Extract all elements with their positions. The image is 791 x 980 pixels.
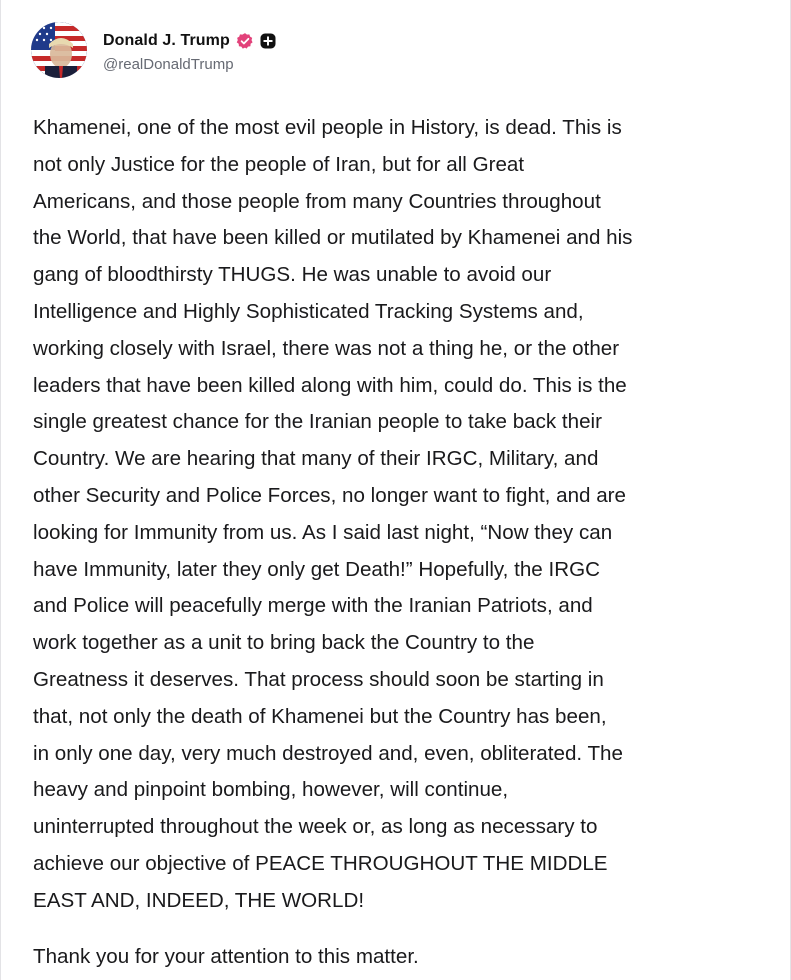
post-body-text: Khamenei, one of the most evil people in History, is dead. This is not only Justice for the people of Iran, but for all Great Americans, and those people from many Countries throughout the World, that have been killed or mutilated by Khamenei and his gang of bloodthirsty THUGS. He was unable to avoid our Intelligence and Highly Sophisticated Tracking Systems and, working closely with Israel, there was not a thing he, or the other leaders that have been killed along with him, could do. This is the single greatest chance for the Iranian people to take back their Country. We are hearing that many of their IRGC, Military, and other Security and Police Forces, no longer want to fight, and are looking for Immunity from us. As I said last night, “Now they can have Immunity, later they only get Death!” Hopefully, the IRGC and Police will peacefully merge with the Iranian Patriots, and work together as a unit to bring back the Country to the Greatness it deserves. That process should soon be starting in that, not only the death of Khamenei but the Country has been, in only one day, very much destroyed and, even, obliterated. The heavy and pinpoint bombing, however, will continue, uninterrupted throughout the week or, as long as necessary to achieve our objective of PEACE THROUGHOUT THE MIDDLE EAST AND, INDEED, THE WORLD! <box>33 116 633 912</box>
flag-portrait-avatar-icon <box>31 22 87 78</box>
author-block <box>103 22 277 78</box>
display-name[interactable]: Donald J. Trump <box>103 31 230 49</box>
avatar[interactable] <box>31 22 87 78</box>
name-row <box>103 28 277 54</box>
post-closing-text: Thank you for your attention to this matter. <box>33 945 419 968</box>
handle[interactable]: @realDonaldTrump <box>103 55 234 73</box>
plus-badge-icon <box>259 32 277 50</box>
verified-badge-icon <box>236 32 254 50</box>
post-header <box>31 20 277 80</box>
